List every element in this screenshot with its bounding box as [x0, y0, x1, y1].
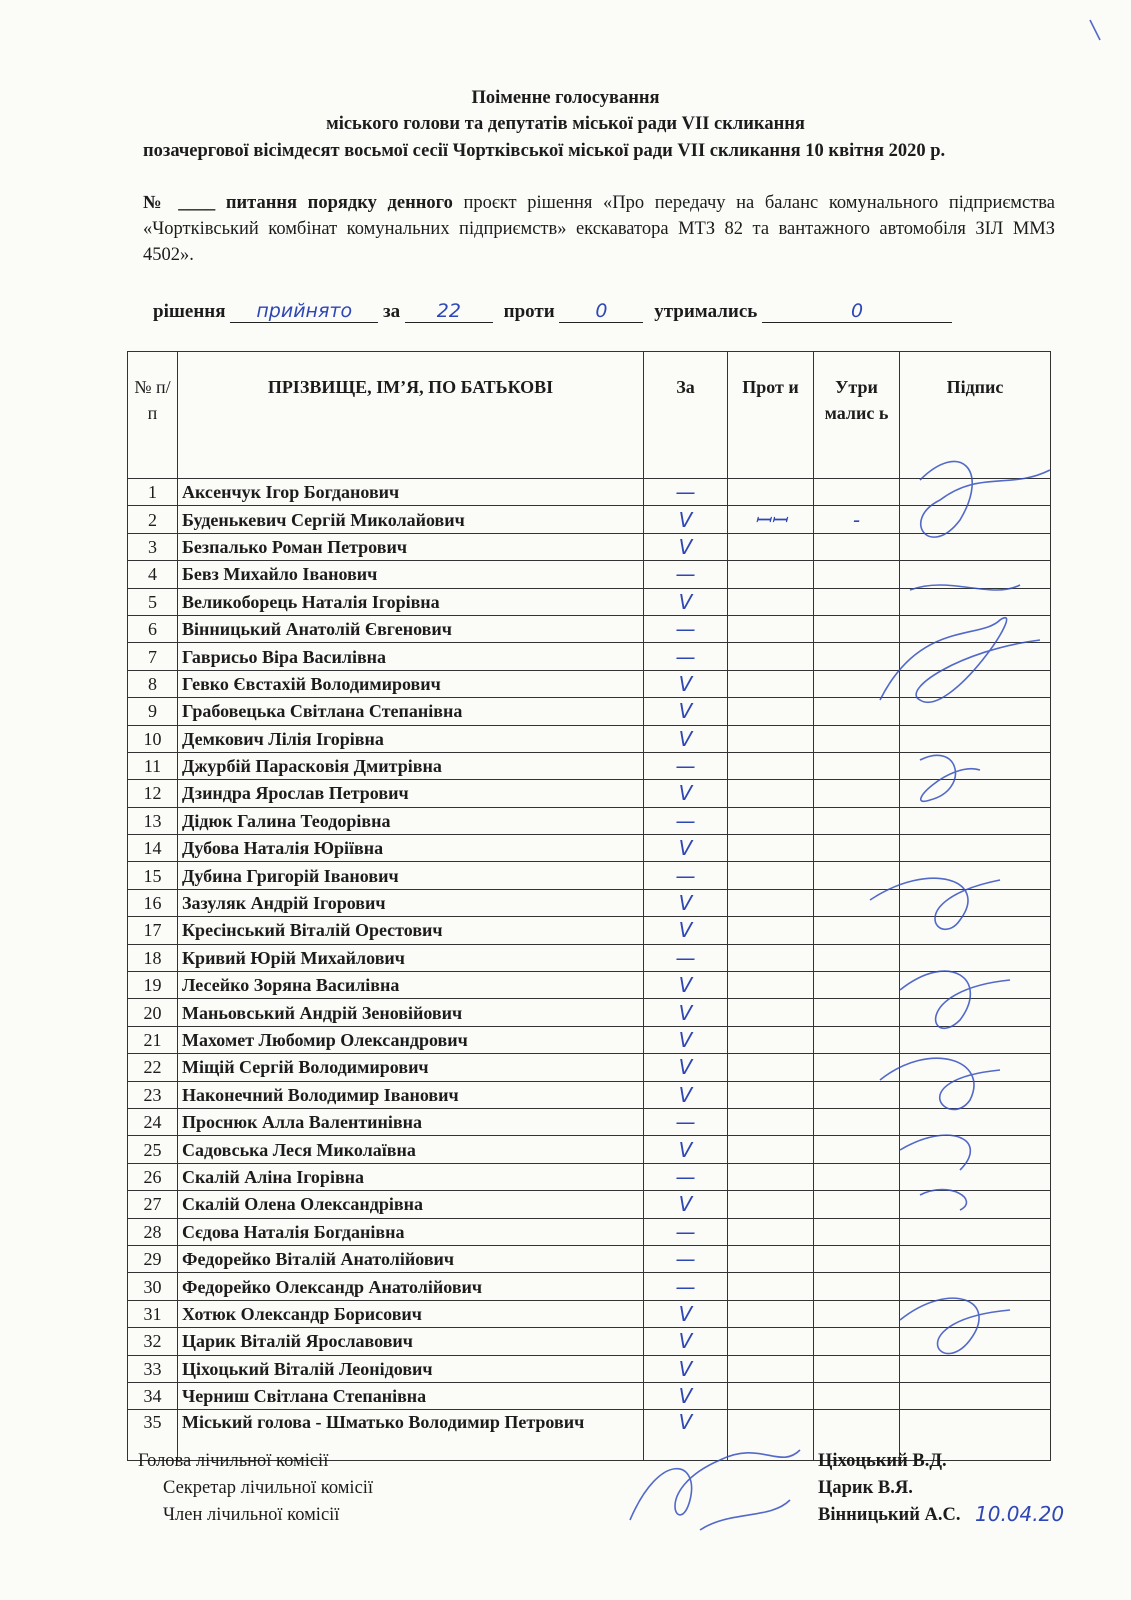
table-row	[128, 670, 1051, 697]
vote-against-mark	[728, 944, 814, 971]
vote-abstain-mark	[814, 807, 900, 834]
row-name: Кривий Юрій Михайлович	[178, 944, 644, 971]
table-row	[128, 1081, 1051, 1108]
row-name: Скалій Аліна Ігорівна	[178, 1163, 644, 1190]
row-number: 16	[128, 889, 178, 916]
table-row	[128, 752, 1051, 779]
vote-for-mark: V	[644, 1328, 728, 1355]
decision-line	[153, 300, 1053, 323]
vote-abstain-mark	[814, 561, 900, 588]
row-name: Сєдова Наталія Богданівна	[178, 1218, 644, 1245]
signature-cell	[900, 1355, 1051, 1382]
row-number: 26	[128, 1163, 178, 1190]
row-name: Маньовський Андрій Зеновійович	[178, 999, 644, 1026]
vote-against-mark	[728, 1081, 814, 1108]
vote-against-mark	[728, 1245, 814, 1272]
row-name: Дідюк Галина Теодорівна	[178, 807, 644, 834]
row-name: Лесейко Зоряна Василівна	[178, 972, 644, 999]
vote-against-mark	[728, 1410, 814, 1461]
table-row	[128, 698, 1051, 725]
vote-for-mark: V	[644, 1410, 728, 1461]
table-row	[128, 588, 1051, 615]
row-number: 1	[128, 479, 178, 506]
signature-cell	[900, 807, 1051, 834]
row-number: 29	[128, 1245, 178, 1272]
signature-cell	[900, 1191, 1051, 1218]
table-row	[128, 944, 1051, 971]
vote-for-mark: V	[644, 1026, 728, 1053]
role-member: Член лічильної комісії	[163, 1505, 340, 1525]
row-number: 18	[128, 944, 178, 971]
vote-for-mark: V	[644, 533, 728, 560]
table-row	[128, 561, 1051, 588]
row-number: 9	[128, 698, 178, 725]
signature-cell	[900, 944, 1051, 971]
vote-against-mark	[728, 1382, 814, 1409]
vote-for-mark: V	[644, 1191, 728, 1218]
table-row	[128, 1191, 1051, 1218]
row-number: 35	[128, 1410, 178, 1461]
vote-against-mark	[728, 533, 814, 560]
for-count: 22	[405, 300, 493, 323]
row-name: Кресінський Віталій Орестович	[178, 917, 644, 944]
vote-against-mark	[728, 615, 814, 642]
vote-abstain-mark	[814, 917, 900, 944]
vote-abstain-mark	[814, 1382, 900, 1409]
row-number: 32	[128, 1328, 178, 1355]
signature-cell	[900, 889, 1051, 916]
signature-cell	[900, 643, 1051, 670]
vote-abstain-mark	[814, 1163, 900, 1190]
row-name: Гаврисьо Віра Василівна	[178, 643, 644, 670]
vote-abstain-mark	[814, 588, 900, 615]
signature-cell	[900, 1300, 1051, 1327]
signature-cell	[900, 1218, 1051, 1245]
vote-for-mark: —	[644, 1245, 728, 1272]
document-subtitle: міського голови та депутатів міської ради VII скликання	[326, 114, 805, 134]
vote-abstain-mark	[814, 1136, 900, 1163]
vote-abstain-mark	[814, 615, 900, 642]
row-name: Царик Віталій Ярославович	[178, 1328, 644, 1355]
row-name: Великоборець Наталія Ігорівна	[178, 588, 644, 615]
vote-against-mark	[728, 1054, 814, 1081]
row-name: Дубина Григорій Іванович	[178, 862, 644, 889]
row-number: 31	[128, 1300, 178, 1327]
vote-against-mark	[728, 643, 814, 670]
vote-against-mark	[728, 862, 814, 889]
table-row	[128, 1026, 1051, 1053]
row-name: Вінницький Анатолій Євгенович	[178, 615, 644, 642]
vote-against-mark	[728, 889, 814, 916]
row-name: Федорейко Олександр Анатолійович	[178, 1273, 644, 1300]
row-number: 4	[128, 561, 178, 588]
table-row	[128, 1218, 1051, 1245]
signature-cell	[900, 1245, 1051, 1272]
vote-for-mark: —	[644, 862, 728, 889]
vote-abstain-mark	[814, 1026, 900, 1053]
vote-against-mark	[728, 1300, 814, 1327]
vote-table	[127, 351, 1051, 1461]
row-name: Безпалько Роман Петрович	[178, 533, 644, 560]
vote-abstain-mark	[814, 835, 900, 862]
col-header-abstain: Утри малис ь	[814, 352, 900, 479]
vote-abstain-mark	[814, 1054, 900, 1081]
decision-label: рішення	[153, 301, 226, 322]
against-count: 0	[559, 300, 643, 323]
row-number: 5	[128, 588, 178, 615]
signature-cell	[900, 479, 1051, 506]
table-header-row	[128, 352, 1051, 479]
vote-for-mark: V	[644, 999, 728, 1026]
table-row	[128, 835, 1051, 862]
row-name: Федорейко Віталій Анатолійович	[178, 1245, 644, 1272]
vote-abstain-mark	[814, 1328, 900, 1355]
vote-against-mark	[728, 561, 814, 588]
vote-for-mark: V	[644, 698, 728, 725]
row-number: 19	[128, 972, 178, 999]
signature-cell	[900, 1054, 1051, 1081]
signature-cell	[900, 561, 1051, 588]
row-number: 34	[128, 1382, 178, 1409]
vote-against-mark	[728, 725, 814, 752]
vote-for-mark: V	[644, 1382, 728, 1409]
signature-scribble	[700, 1500, 790, 1530]
vote-abstain-mark	[814, 999, 900, 1026]
footer-roles	[138, 1448, 373, 1529]
vote-against-mark	[728, 999, 814, 1026]
table-row	[128, 1382, 1051, 1409]
vote-abstain-mark	[814, 1108, 900, 1135]
against-label: проти	[503, 301, 555, 322]
vote-for-mark: —	[644, 643, 728, 670]
vote-against-mark	[728, 1273, 814, 1300]
row-number: 8	[128, 670, 178, 697]
vote-for-mark: V	[644, 725, 728, 752]
signature-cell	[900, 752, 1051, 779]
row-name: Міщій Сергій Володимирович	[178, 1054, 644, 1081]
row-number: 14	[128, 835, 178, 862]
vote-against-mark	[728, 670, 814, 697]
vote-for-mark: —	[644, 1218, 728, 1245]
vote-abstain-mark	[814, 1355, 900, 1382]
vote-against-mark	[728, 917, 814, 944]
session-text: позачергової вісімдесят восьмої сесії Чортківської міської ради VII скликання 10 квітня 2020 р.	[143, 141, 946, 161]
vote-for-mark: —	[644, 944, 728, 971]
row-number: 23	[128, 1081, 178, 1108]
signature-cell	[900, 506, 1051, 533]
table-row	[128, 1355, 1051, 1382]
vote-against-mark	[728, 835, 814, 862]
row-name: Хотюк Олександр Борисович	[178, 1300, 644, 1327]
vote-against-mark	[728, 1108, 814, 1135]
table-row	[128, 999, 1051, 1026]
table-row	[128, 1136, 1051, 1163]
vote-abstain-mark	[814, 889, 900, 916]
row-name: Черниш Світлана Степанівна	[178, 1382, 644, 1409]
signature-cell	[900, 780, 1051, 807]
row-name: Демкович Лілія Ігорівна	[178, 725, 644, 752]
vote-for-mark: V	[644, 1136, 728, 1163]
vote-against-mark	[728, 698, 814, 725]
row-number: 7	[128, 643, 178, 670]
vote-against-mark	[728, 780, 814, 807]
vote-abstain-mark	[814, 1191, 900, 1218]
table-row	[128, 917, 1051, 944]
row-name: Дубова Наталія Юріївна	[178, 835, 644, 862]
vote-for-mark: V	[644, 889, 728, 916]
row-number: 17	[128, 917, 178, 944]
table-row	[128, 479, 1051, 506]
vote-for-mark: —	[644, 752, 728, 779]
vote-for-mark: —	[644, 1273, 728, 1300]
table-row	[128, 1300, 1051, 1327]
table-row	[128, 615, 1051, 642]
vote-abstain-mark	[814, 972, 900, 999]
vote-for-mark: V	[644, 588, 728, 615]
row-number: 3	[128, 533, 178, 560]
row-name: Дзиндра Ярослав Петрович	[178, 780, 644, 807]
col-header-signature: Підпис	[900, 352, 1051, 479]
abstain-label: утримались	[654, 301, 758, 322]
row-number: 33	[128, 1355, 178, 1382]
table-row	[128, 889, 1051, 916]
vote-for-mark: V	[644, 972, 728, 999]
question-prefix: № ____ питання порядку денного	[143, 193, 453, 213]
vote-for-mark: —	[644, 1163, 728, 1190]
abstain-count: 0	[762, 300, 952, 323]
row-number: 10	[128, 725, 178, 752]
table-row	[128, 972, 1051, 999]
vote-for-mark: V	[644, 1355, 728, 1382]
table-row	[128, 1054, 1051, 1081]
vote-abstain-mark	[814, 944, 900, 971]
signature-cell	[900, 1026, 1051, 1053]
for-label: за	[383, 301, 401, 322]
vote-for-mark: V	[644, 835, 728, 862]
signature-cell	[900, 999, 1051, 1026]
row-name: Буденькевич Сергій Миколайович	[178, 506, 644, 533]
table-row	[128, 1273, 1051, 1300]
signature-cell	[900, 1108, 1051, 1135]
table-row	[128, 807, 1051, 834]
signature-cell	[900, 1273, 1051, 1300]
row-number: 25	[128, 1136, 178, 1163]
agenda-question	[143, 190, 1055, 268]
vote-against-mark	[728, 1355, 814, 1382]
signature-cell	[900, 917, 1051, 944]
table-row	[128, 1245, 1051, 1272]
signature-cell	[900, 1136, 1051, 1163]
vote-for-mark: V	[644, 506, 728, 533]
signature-cell	[900, 615, 1051, 642]
vote-against-mark	[728, 1328, 814, 1355]
vote-against-mark	[728, 807, 814, 834]
vote-for-mark: —	[644, 1108, 728, 1135]
vote-for-mark: —	[644, 807, 728, 834]
table-row	[128, 1108, 1051, 1135]
name-secretary: Царик В.Я.	[818, 1478, 913, 1498]
row-name: Махомет Любомир Олександрович	[178, 1026, 644, 1053]
table-row	[128, 780, 1051, 807]
signature-cell	[900, 1163, 1051, 1190]
row-number: 30	[128, 1273, 178, 1300]
vote-abstain-mark	[814, 862, 900, 889]
signature-cell	[900, 835, 1051, 862]
row-name: Аксенчук Ігор Богданович	[178, 479, 644, 506]
row-name: Зазуляк Андрій Ігорович	[178, 889, 644, 916]
vote-against-mark	[728, 479, 814, 506]
vote-abstain-mark	[814, 1218, 900, 1245]
footer-names	[818, 1448, 960, 1529]
vote-against-mark	[728, 1136, 814, 1163]
row-name: Ціхоцький Віталій Леонідович	[178, 1355, 644, 1382]
question-text: проєкт рішення «Про передачу на баланс комунального підприємства «Чортківський комбінат комунальних підприємств» екскаватора МТЗ 82 та вантажного автомобіля ЗІЛ ММЗ 4502».	[143, 193, 1055, 265]
row-name: Грабовецька Світлана Степанівна	[178, 698, 644, 725]
table-row	[128, 862, 1051, 889]
vote-against-mark	[728, 1191, 814, 1218]
vote-for-mark: —	[644, 615, 728, 642]
vote-abstain-mark	[814, 725, 900, 752]
row-number: 22	[128, 1054, 178, 1081]
signature-cell	[900, 698, 1051, 725]
row-name: Проснюк Алла Валентинівна	[178, 1108, 644, 1135]
vote-abstain-mark	[814, 780, 900, 807]
row-number: 24	[128, 1108, 178, 1135]
row-number: 15	[128, 862, 178, 889]
signature-cell	[900, 670, 1051, 697]
vote-abstain-mark	[814, 533, 900, 560]
vote-for-mark: V	[644, 670, 728, 697]
signature-cell	[900, 862, 1051, 889]
signature-cell	[900, 972, 1051, 999]
vote-for-mark: —	[644, 561, 728, 588]
vote-abstain-mark	[814, 670, 900, 697]
decision-value: прийнято	[230, 300, 378, 323]
col-header-for: За	[644, 352, 728, 479]
row-name: Садовська Леся Миколаївна	[178, 1136, 644, 1163]
vote-for-mark: V	[644, 917, 728, 944]
signature-cell	[900, 725, 1051, 752]
signature-cell	[900, 1328, 1051, 1355]
vote-against-mark	[728, 1026, 814, 1053]
vote-against-mark: ꟷꟷ	[728, 506, 814, 533]
row-number: 11	[128, 752, 178, 779]
vote-for-mark: V	[644, 1081, 728, 1108]
vote-for-mark: —	[644, 479, 728, 506]
table-row	[128, 1163, 1051, 1190]
role-secretary: Секретар лічильної комісії	[163, 1478, 374, 1498]
vote-abstain-mark: -	[814, 506, 900, 533]
row-name: Бевз Михайло Іванович	[178, 561, 644, 588]
row-name: Скалій Олена Олександрівна	[178, 1191, 644, 1218]
handwritten-date: 10.04.20	[975, 1502, 1065, 1526]
row-number: 28	[128, 1218, 178, 1245]
table-row	[128, 643, 1051, 670]
vote-for-mark: V	[644, 1300, 728, 1327]
vote-against-mark	[728, 972, 814, 999]
table-row	[128, 533, 1051, 560]
row-name: Гевко Євстахій Володимирович	[178, 670, 644, 697]
name-member: Вінницький А.С.	[818, 1505, 961, 1525]
vote-against-mark	[728, 1163, 814, 1190]
vote-against-mark	[728, 752, 814, 779]
row-name: Джурбій Параскoвія Дмитрівна	[178, 752, 644, 779]
vote-abstain-mark	[814, 698, 900, 725]
name-head: Ціхоцький В.Д.	[818, 1451, 947, 1471]
row-number: 12	[128, 780, 178, 807]
vote-against-mark	[728, 1218, 814, 1245]
row-name: Наконечний Володимир Іванович	[178, 1081, 644, 1108]
table-row	[128, 1328, 1051, 1355]
role-head: Голова лічильної комісії	[138, 1451, 329, 1471]
signature-cell	[900, 1382, 1051, 1409]
table-row	[128, 506, 1051, 533]
vote-abstain-mark	[814, 479, 900, 506]
row-name: Міський голова - Шматько Володимир Петрович	[178, 1410, 644, 1461]
vote-against-mark	[728, 588, 814, 615]
signature-cell	[900, 533, 1051, 560]
signature-cell	[900, 1081, 1051, 1108]
table-row	[128, 725, 1051, 752]
col-header-name: ПРІЗВИЩЕ, ІМ’Я, ПО БАТЬКОВІ	[178, 352, 644, 479]
col-header-num: № п/п	[128, 352, 178, 479]
vote-abstain-mark	[814, 1273, 900, 1300]
col-header-against: Прот и	[728, 352, 814, 479]
vote-abstain-mark	[814, 1081, 900, 1108]
vote-abstain-mark	[814, 752, 900, 779]
row-number: 13	[128, 807, 178, 834]
vote-abstain-mark	[814, 643, 900, 670]
row-number: 2	[128, 506, 178, 533]
row-number: 27	[128, 1191, 178, 1218]
vote-abstain-mark	[814, 1300, 900, 1327]
vote-for-mark: V	[644, 1054, 728, 1081]
row-number: 20	[128, 999, 178, 1026]
row-number: 21	[128, 1026, 178, 1053]
document-title: Поіменне голосування	[471, 88, 660, 108]
vote-for-mark: V	[644, 780, 728, 807]
row-number: 6	[128, 615, 178, 642]
vote-abstain-mark	[814, 1245, 900, 1272]
signature-cell	[900, 588, 1051, 615]
signature-scribble	[1090, 20, 1100, 40]
